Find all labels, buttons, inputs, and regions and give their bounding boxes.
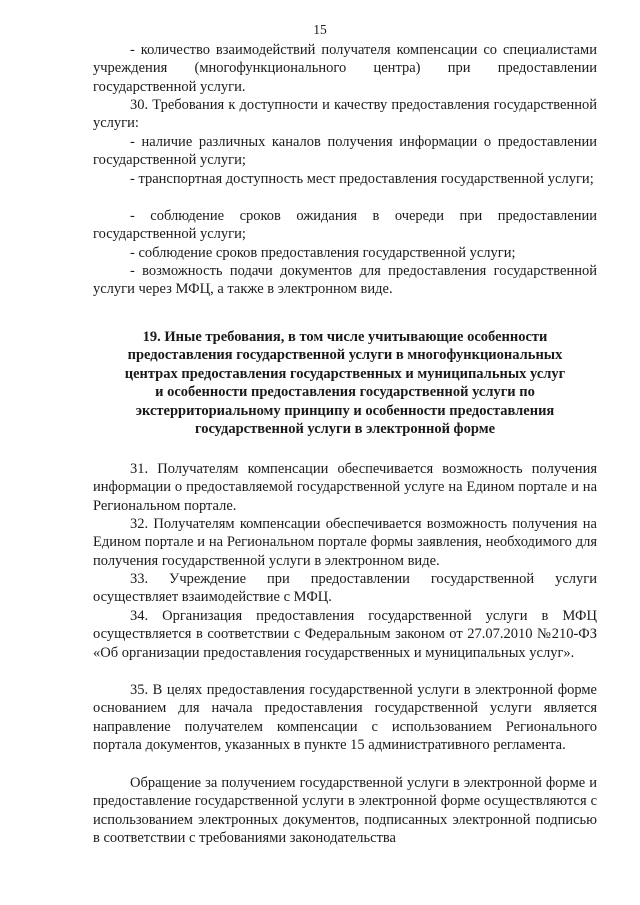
- paragraph-item-32: 32. Получателям компенсации обеспечивается возможность получения на Едином портале и на Региональном портале формы заявления, необходимого для получения государственной услуги в электронном виде.: [93, 516, 597, 569]
- heading-line: предоставления государственной услуги в многофункциональных: [127, 347, 563, 364]
- paragraph-item-30: 30. Требования к доступности и качеству предоставления государственной услуги:: [93, 97, 597, 132]
- paragraph-interactions-count: - количество взаимодействий получателя компенсации со специалистами учреждения (многофункционального центра) при предоставлении государственной услуги.: [93, 42, 597, 95]
- section-19-heading: [93, 328, 597, 438]
- heading-line: и особенности предоставления государственной услуги по: [155, 384, 535, 401]
- list-item-info-channels: - наличие различных каналов получения информации о предоставлении государственной услуги;: [93, 134, 597, 169]
- page-number: 15: [313, 22, 327, 37]
- list-item-waiting-time: - соблюдение сроков ожидания в очереди при предоставлении государственной услуги;: [93, 208, 597, 243]
- list-item-mfc-submission: - возможность подачи документов для предоставления государственной услуги через МФЦ, а также в электронном виде.: [93, 263, 597, 298]
- paragraph-item-31: 31. Получателям компенсации обеспечивается возможность получения информации о предоставляемой государственной услуге на Едином портале и на Региональном портале.: [93, 461, 597, 514]
- heading-line: 19. Иные требования, в том числе учитывающие особенности: [142, 329, 548, 345]
- paragraph-item-35: 35. В целях предоставления государственной услуги в электронной форме основанием для начала предоставления государственной услуги является направление получателем компенсации с использованием Регионального портала документов, указанных в пункте 15 административного регламента.: [93, 682, 597, 754]
- list-item-transport-access: - транспортная доступность мест предоставления государственной услуги;: [130, 171, 594, 187]
- paragraph-item-33: 33. Учреждение при предоставлении государственной услуги осуществляет взаимодействие с МФЦ.: [93, 571, 597, 606]
- paragraph-item-34: 34. Организация предоставления государственной услуги в МФЦ осуществляется в соответствии с Федеральным законом от 27.07.2010 №210-ФЗ «Об организации предоставления государственных и муниципальных услуг».: [93, 608, 597, 661]
- heading-line: центрах предоставления государственных и муниципальных услуг: [124, 365, 566, 382]
- heading-line: государственной услуги в электронной форме: [194, 421, 496, 438]
- paragraph-electronic-request: Обращение за получением государственной услуги в электронной форме и предоставление государственной услуги в электронной форме осуществляются с использованием электронных документов, подписанных электронной подписью в соответствии с требованиями законодательства: [93, 775, 597, 847]
- list-item-service-deadlines: - соблюдение сроков предоставления государственной услуги;: [130, 245, 516, 261]
- heading-line: экстерриториальному принципу и особенности предоставления: [135, 402, 555, 419]
